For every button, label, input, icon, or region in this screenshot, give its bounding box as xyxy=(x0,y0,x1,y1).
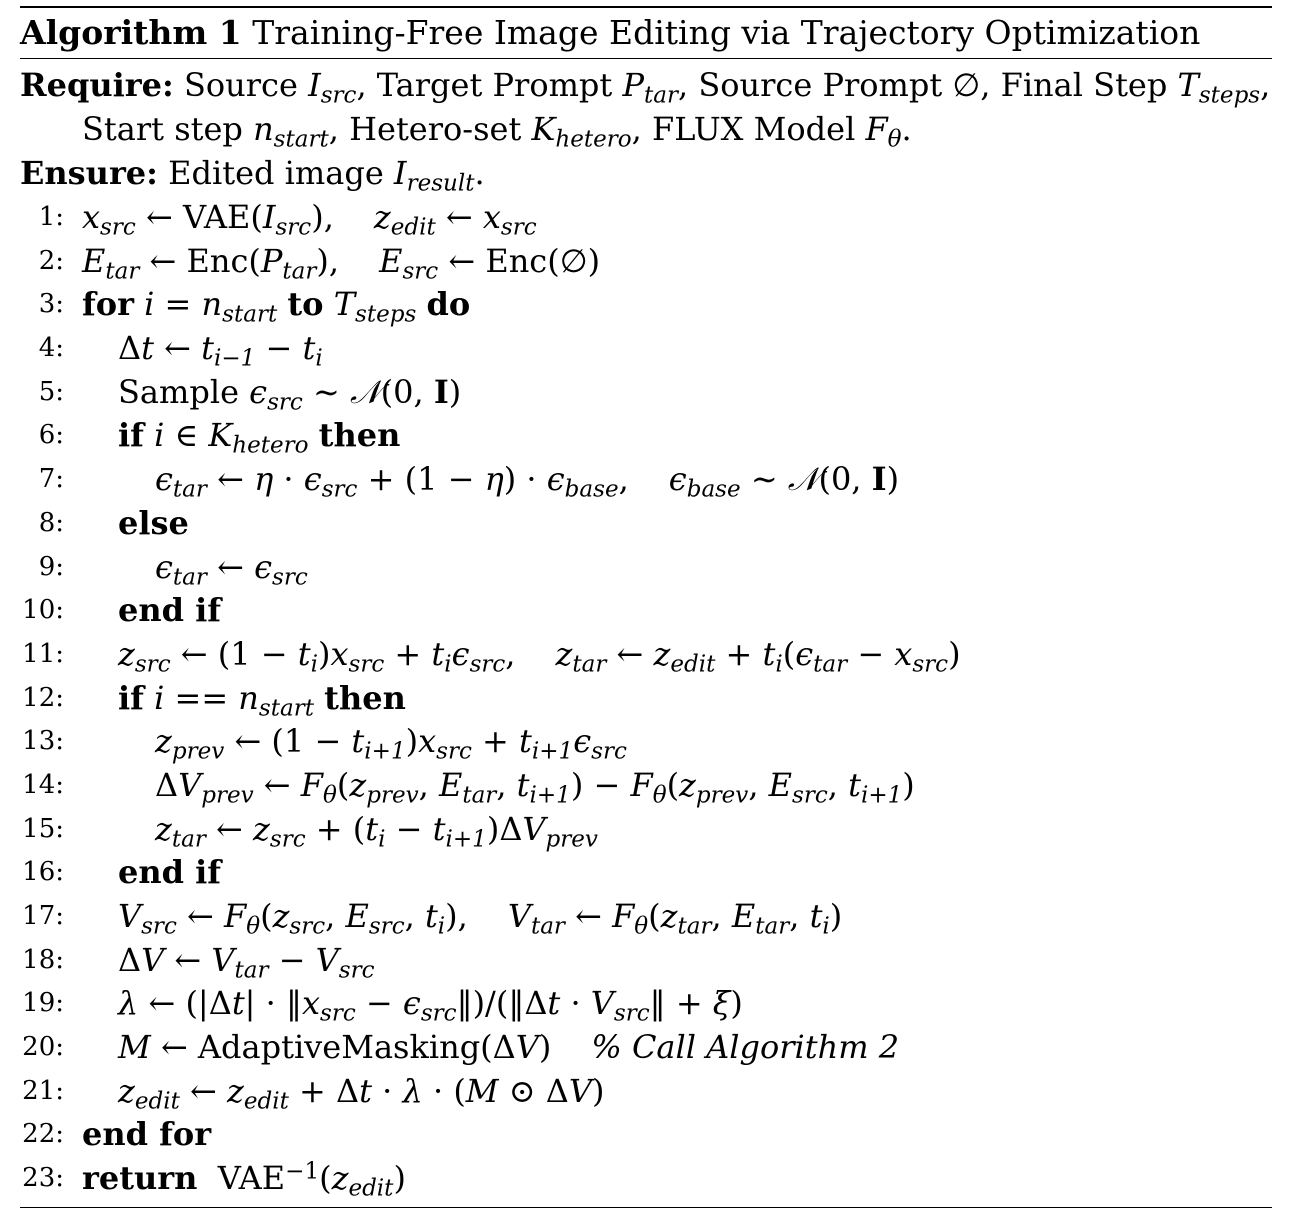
line-number: 15: xyxy=(22,813,64,844)
algo-line xyxy=(20,851,1272,895)
algo-line xyxy=(20,982,1272,1026)
line-number: 13: xyxy=(22,726,64,757)
algorithm-label: Algorithm 1 xyxy=(20,13,242,52)
algo-line xyxy=(20,1070,1272,1114)
algorithm-name: Training-Free Image Editing via Trajectory Optimization xyxy=(252,13,1201,52)
line-code: if i ∈ $K_{hetero}$ then xyxy=(118,416,401,459)
line-code: $E_{tar}$ ← $Enc(P_{tar})$, $E_{src}$ ← Enc(∅) xyxy=(82,241,601,285)
line-code: $\epsilon_{tar}$ ← $\eta \cdot \epsilon_{src} + (1 - \eta) \cdot \epsilon_{base}$, $\epsilon_{base}$ ∼ 𝒩(0, I) xyxy=(155,460,900,503)
line-code: $\epsilon_{tar}$ ← $\epsilon_{src}$ xyxy=(155,547,308,590)
algo-line xyxy=(20,939,1272,983)
algo-line xyxy=(20,546,1272,590)
line-code: Δt ← $t_{i-1} - t_i$ xyxy=(118,329,323,372)
line-code: $z_{edit}$ ← $z_{edit} + \Delta t \cdot \lambda \cdot (M$ ⊙ ΔV) xyxy=(118,1071,605,1115)
line-number: 21: xyxy=(22,1075,64,1106)
algo-line xyxy=(20,677,1272,721)
line-code: $\Delta V_{prev}$ ← $F_\theta(z_{prev}$, $E_{tar}$, $t_{i+1}) - F_\theta(z_{prev}$, $E_{src}$, $t_{i+1}$) xyxy=(155,765,915,809)
algo-line xyxy=(20,240,1272,284)
line-code: Sample $\epsilon_{src}$ ∼ 𝒩(0, I) xyxy=(118,372,462,416)
line-code: λ ← ($|\Delta t| \cdot ‖x_{src}$ − $\epsilon_{src}‖)/(‖\Delta t$ · $V_{src}‖ + \xi$) xyxy=(118,984,743,1027)
line-number: 9: xyxy=(38,551,64,582)
line-code xyxy=(118,502,189,546)
line-code: $x_{src}$ ← $VAE(I_{src})$, $z_{edit}$ ← $x_{src}$ xyxy=(82,198,537,241)
line-number: 4: xyxy=(38,333,64,364)
algo-line xyxy=(20,764,1272,808)
algo-line xyxy=(20,502,1272,546)
comment: % Call Algorithm 2 xyxy=(591,1028,900,1067)
algo-line xyxy=(20,196,1272,240)
algo-line xyxy=(20,371,1272,415)
line-number: 14: xyxy=(22,769,64,800)
line-number: 3: xyxy=(38,289,64,320)
kw-do: do xyxy=(426,285,471,324)
require-keyword: Require: xyxy=(20,66,174,104)
line-code xyxy=(118,851,221,895)
line-code xyxy=(118,589,221,633)
bottom-rule xyxy=(20,1207,1272,1208)
kw-else: else xyxy=(118,503,189,542)
algo-line xyxy=(20,1026,1272,1070)
kw-end-for: end for xyxy=(82,1115,212,1154)
algo-line xyxy=(20,589,1272,633)
ensure-keyword: Ensure: xyxy=(20,154,158,192)
algo-line xyxy=(20,327,1272,371)
line-code: $z_{prev}$ ← $(1 - t_{i+1})x_{src} + t_{i+1}\epsilon_{src}$ xyxy=(155,722,627,765)
line-number: 12: xyxy=(22,682,64,713)
kw-end-if: end if xyxy=(118,853,222,892)
kw-then: then xyxy=(318,416,401,455)
algorithm-block xyxy=(20,6,1272,1201)
line-code: $z_{src}$ ← $(1 - t_i)x_{src} + t_i\epsilon_{src}$, $z_{tar}$ ← $z_{edit} + t_i(\epsilon_{tar} - x_{src})$ xyxy=(118,634,961,678)
algo-line xyxy=(20,283,1272,327)
line-number: 18: xyxy=(22,944,64,975)
line-number: 8: xyxy=(38,507,64,538)
algorithm-title xyxy=(20,8,1272,58)
line-number: 23: xyxy=(22,1163,64,1194)
kw-if: if xyxy=(118,678,144,717)
line-code: $z_{tar}$ ← $z_{src} + (t_i - t_{i+1})\Delta V_{prev}$ xyxy=(155,809,598,853)
algo-line xyxy=(20,895,1272,939)
algo-line xyxy=(20,808,1272,852)
algo-line xyxy=(20,414,1272,458)
line-number: 2: xyxy=(38,245,64,276)
line-code: for $i = n_{start}$ to $T_{steps}$ do xyxy=(82,285,471,328)
title-rule xyxy=(20,58,1272,59)
kw-return: return xyxy=(82,1159,198,1198)
algo-line xyxy=(20,1157,1272,1201)
require-line-continued: Start step $n_{start}$, Hetero-set $K_{hetero}$, FLUX Model $F_\theta$. xyxy=(82,110,912,153)
line-number: 19: xyxy=(22,988,64,1019)
line-number: 1: xyxy=(38,202,64,232)
algo-line xyxy=(20,1113,1272,1157)
line-number: 10: xyxy=(22,595,64,626)
require-line: Require: Source $I_{src}$, Target Prompt $P_{tar}$, Source Prompt ∅, Final Step $T_{steps}$, xyxy=(20,66,1271,109)
line-number: 17: xyxy=(22,901,64,931)
line-code: $V_{src}$ ← $F_\theta(z_{src}$, $E_{src}$, $t_i$), $V_{tar}$ ← $F_\theta(z_{tar}$, $E_{tar}$, $t_i$) xyxy=(118,897,843,940)
line-number: 11: xyxy=(22,638,64,669)
line-number: 7: xyxy=(38,464,64,495)
kw-then: then xyxy=(324,678,406,717)
line-number: 6: xyxy=(38,420,64,451)
kw-sample: Sample xyxy=(118,372,239,411)
algo-line xyxy=(20,633,1272,677)
line-number: 5: xyxy=(38,376,64,407)
line-code: return $VAE^{-1}(z_{edit})$ xyxy=(82,1158,406,1202)
line-code: ΔV ← $V_{tar} - V_{src}$ xyxy=(118,940,375,984)
line-number: 22: xyxy=(22,1119,64,1150)
algorithm-body xyxy=(20,196,1272,1201)
line-number: 16: xyxy=(22,857,64,888)
kw-end-if: end if xyxy=(118,591,222,630)
algo-line xyxy=(20,720,1272,764)
kw-if: if xyxy=(118,416,144,455)
line-code xyxy=(82,1113,211,1157)
kw-for: for xyxy=(82,285,134,324)
line-number: 20: xyxy=(22,1032,64,1063)
algo-line xyxy=(20,458,1272,502)
line-code: if $i == n_{start}$ then xyxy=(118,678,406,721)
ensure-line: Ensure: Edited image $I_{result}$. xyxy=(20,154,485,197)
kw-to: to xyxy=(287,285,324,324)
line-code: M ← AdaptiveMasking(ΔV) % Call Algorithm 2 xyxy=(118,1028,900,1067)
